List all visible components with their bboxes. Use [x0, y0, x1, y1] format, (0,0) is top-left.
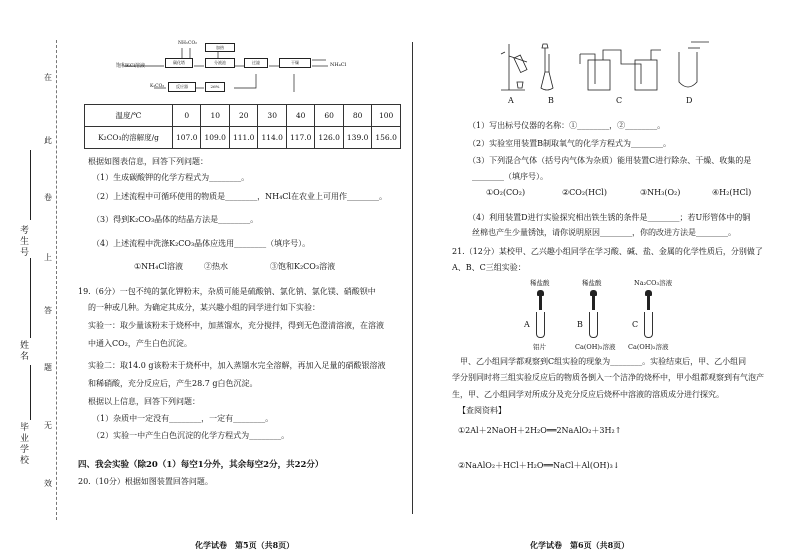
- table-cell: 100: [372, 105, 400, 127]
- seal-char: 无: [44, 421, 52, 430]
- exam-no-label: 考生号: [18, 225, 28, 258]
- flow-box-heat: 加热: [205, 43, 235, 52]
- q20-text: （4）利用装置D进行实验探究相出铁生锈的条件是________；若U形管体中的铜: [468, 213, 751, 222]
- q20-text: （2）实验室用装置B制取氧气的化学方程式为________。: [468, 139, 671, 148]
- flow-label-raw: 饱和KCl溶液: [116, 63, 146, 69]
- q19-text: 实验一：取少量该粉末于烧杯中，加蒸馏水，充分搅拌，得到无色澄清溶液，在溶液: [88, 321, 384, 330]
- gas-option: ③NH₃(O₂): [640, 188, 681, 197]
- q21-text: 学分别同时将三组实验反应后的物质各倒入一个洁净的烧杯中，甲小组都观察到有气泡产: [452, 373, 764, 382]
- question-text: （3）得到K₂CO₃晶体的结晶方法是________。: [92, 215, 259, 224]
- seal-char: 在: [44, 73, 52, 82]
- q19-text: 中通入CO₂，产生白色沉淀。: [88, 339, 192, 348]
- flow-box-tower: 碳化塔: [165, 58, 193, 68]
- solubility-table: [84, 104, 401, 149]
- seal-char: 效: [44, 479, 52, 488]
- tube-letter: C: [632, 320, 639, 329]
- table-cell: 117.0: [286, 127, 314, 149]
- gas-option: ①O₂(CO₂): [486, 188, 526, 197]
- table-cell: 139.0: [343, 127, 371, 149]
- gas-option: ④H₂(HCl): [712, 188, 752, 197]
- question-text: （4）上述流程中洗涤K₂CO₃晶体应选用________（填序号）。: [92, 239, 311, 248]
- q20-text: 丝棉也产生少量锈蚀，请你说明原因________，你的改进方法是________。: [472, 228, 736, 237]
- page-divider: [412, 42, 413, 514]
- equation: ②NaAlO₂＋HCl＋H₂O══NaCl＋Al(OH)₃↓: [458, 461, 620, 470]
- table-cell: 109.0: [201, 127, 229, 149]
- flow-label-nh3: NH₃: [178, 41, 188, 46]
- q19-text: 的一种或几种。为确定其成分，某兴趣小组的同学进行如下实验：: [88, 303, 320, 312]
- page-footer-left: 化学试卷 第5页（共8页）: [195, 540, 295, 550]
- dropper-icon: [539, 296, 542, 310]
- q19-text: 和稀硝酸，充分反应后，产生28.7 g白色沉淀。: [88, 379, 258, 388]
- q21-text: 生，甲、乙小组同学对所成分及充分反应后烧杯中溶液的溶质成分进行探究。: [452, 390, 724, 399]
- table-row: [85, 105, 401, 127]
- q20-text: （1）写出标号仪器的名称：①________，②________。: [468, 121, 666, 130]
- table-cell: 10: [201, 105, 229, 127]
- name-line: [30, 258, 31, 338]
- school-label: 毕业学校: [18, 422, 28, 466]
- page-footer-right: 化学试卷 第6页（共8页）: [530, 540, 630, 550]
- table-cell: 20: [229, 105, 257, 127]
- school-line: [30, 365, 31, 420]
- dropper-icon: [592, 296, 595, 310]
- tube-letter: A: [524, 320, 530, 329]
- seal-char: 题: [44, 363, 52, 372]
- table-header-temp: 温度/℃: [85, 105, 173, 127]
- flow-box-filter: 过滤: [244, 58, 268, 68]
- table-cell: 60: [315, 105, 343, 127]
- q21-text: 21.（12分）某校甲、乙兴趣小组同学在学习酸、碱、盐、金属的化学性质后，分别做了: [452, 247, 763, 256]
- name-label: 姓名: [18, 340, 28, 362]
- tube-content-label: Ca(OH)₂溶液: [628, 343, 669, 351]
- table-cell: 30: [258, 105, 286, 127]
- tube-content-label: 铝片: [533, 343, 546, 351]
- flow-box-tank: 分液池: [205, 58, 235, 68]
- reagent-label: 稀盐酸: [582, 279, 602, 287]
- equation: ①2Al＋2NaOH＋2H₂O══2NaAlO₂＋3H₂↑: [458, 426, 622, 435]
- apparatus-label: B: [548, 96, 554, 105]
- exam-no-line: [30, 150, 31, 220]
- q20-text: （3）下列混合气体（括号内气体为杂质）能用装置C进行除杂、干燥、收集的是: [468, 156, 752, 165]
- apparatus-label: A: [508, 96, 514, 105]
- question-text: 根据如图表信息，回答下列问题：: [88, 157, 208, 166]
- binding-margin: [0, 0, 70, 560]
- question-text: （2）上述流程中可循环使用的物质是________，NH₄Cl在农业上可用作________。: [92, 192, 387, 201]
- dropper-icon: [647, 296, 650, 310]
- q19-text: 19.（6分）一包不纯的氯化钾粉末，杂质可能是硫酸钠、氯化钠、氯化镁、硝酸钡中: [78, 287, 376, 296]
- test-tube-icon: [589, 312, 598, 338]
- flow-label-kco3: K₂CO₃: [150, 84, 165, 89]
- wash-option: ①NH₄Cl溶液: [134, 262, 184, 271]
- table-cell: 107.0: [173, 127, 201, 149]
- flow-box-dry: 干燥: [279, 58, 311, 68]
- table-cell: 40: [286, 105, 314, 127]
- table-cell: 126.0: [315, 127, 343, 149]
- wash-option: ②热水: [204, 262, 228, 271]
- apparatus-label: C: [616, 96, 623, 105]
- table-cell: 156.0: [372, 127, 400, 149]
- q19-text: （2）实验一中产生白色沉淀的化学方程式为________。: [92, 431, 290, 440]
- test-tube-icon: [644, 312, 653, 338]
- q20-text: ________（填序号）。: [472, 172, 548, 181]
- seal-char: 上: [44, 253, 52, 262]
- flow-box-pct: 26%: [205, 82, 225, 92]
- table-row: [85, 127, 401, 149]
- question-text: （1）生成碳酸钾的化学方程式为________。: [92, 173, 250, 182]
- test-tube-icon: [536, 312, 545, 338]
- flow-label-co2: CO₂: [188, 41, 197, 46]
- q19-text: 实验二：取14.0 g该粉末于烧杯中，加入蒸馏水完全溶解，再加入足量的硝酸银溶液: [88, 361, 386, 370]
- seal-char: 答: [44, 306, 52, 315]
- apparatus-drawing: [495, 38, 720, 100]
- wash-option: ③饱和K₂CO₃溶液: [270, 262, 336, 271]
- flow-label-nh4cl: NH₄Cl: [330, 62, 347, 68]
- reagent-label: 稀盐酸: [530, 279, 550, 287]
- apparatus-label: D: [686, 96, 693, 105]
- seal-dashed-line: [56, 40, 57, 520]
- table-cell: 114.0: [258, 127, 286, 149]
- q21-text: 甲、乙小组同学都观察到C组实验的现象为________。实验结束后，甲、乙小组同: [460, 357, 747, 366]
- gas-option: ②CO₂(HCl): [562, 188, 607, 197]
- table-cell: 0: [173, 105, 201, 127]
- q20-text: 20.（10分）根据如图装置回答问题。: [78, 477, 213, 486]
- reference-heading: 【查阅资料】: [458, 406, 506, 415]
- reagent-label: Na₂CO₃溶液: [634, 279, 673, 287]
- q19-text: （1）杂质中一定没有________，一定有________。: [92, 414, 274, 423]
- seal-char: 此: [44, 136, 52, 145]
- tube-letter: B: [577, 320, 583, 329]
- q19-text: 根据以上信息，回答下列问题：: [88, 397, 200, 406]
- section-heading: 四、我会实验（除20（1）每空1分外，其余每空2分，共22分）: [78, 460, 324, 470]
- table-cell: 80: [343, 105, 371, 127]
- seal-char: 卷: [44, 193, 52, 202]
- tube-content-label: Ca(OH)₂溶液: [575, 343, 616, 351]
- q21-text: A、B、C三组实验：: [452, 263, 526, 272]
- table-header-solubility: K₂CO₃的溶解度/g: [85, 127, 173, 149]
- flow-box-reactor: 反应器: [168, 82, 196, 92]
- table-cell: 111.0: [229, 127, 257, 149]
